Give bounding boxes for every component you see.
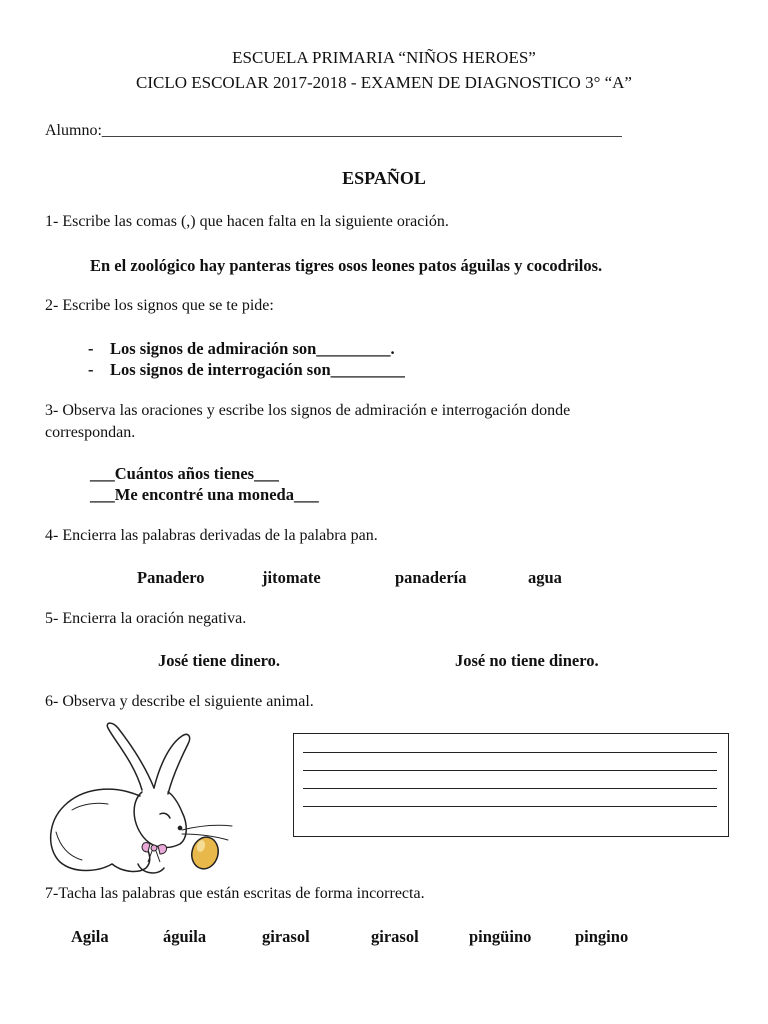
question-2-prompt: 2- Escribe los signos que se te pide: [45,297,274,314]
question-5-prompt: 5- Encierra la oración negativa. [45,610,247,627]
question-7-prompt: 7-Tacha las palabras que están escritas de forma incorrecta. [45,885,425,902]
question-3-prompt-cont: correspondan. [45,424,136,441]
question-4-prompt: 4- Encierra las palabras derivadas de la palabra pan. [45,527,378,544]
answer-box[interactable] [293,733,729,837]
question-6-prompt: 6- Observa y describe el siguiente animal. [45,693,314,710]
student-name-line: Alumno:_________________________________________________________________ [45,122,622,139]
question-2-item: - Los signos de admiración son_________. [88,339,395,358]
question-2-item: - Los signos de interrogación son_________ [88,360,405,379]
word-option: pingüino [469,927,532,946]
sentence-option: José tiene dinero. [158,651,281,670]
word-option: Agila [71,927,109,946]
question-1-prompt: 1- Escribe las comas (,) que hacen falta en la siguiente oración. [45,213,449,230]
question-2-item-text: Los signos de interrogación son_________ [110,360,405,379]
question-1-sentence: En el zoológico hay panteras tigres osos leones patos águilas y cocodrilos. [90,256,603,275]
answer-line [303,770,717,771]
question-3-item: ___Cuántos años tienes___ [90,464,279,483]
word-option: pingino [575,927,629,946]
word-option: águila [163,927,207,946]
word-option: panadería [395,568,467,587]
sentence-option: José no tiene dinero. [455,651,599,670]
word-option: girasol [371,927,419,946]
answer-line [303,752,717,753]
answer-line [303,788,717,789]
word-option: jitomate [262,568,321,587]
question-3-item: ___Me encontré una moneda___ [90,485,319,504]
subject-title: ESPAÑOL [342,168,426,188]
rabbit-illustration [42,722,238,882]
answer-line [303,806,717,807]
question-2-item-text: Los signos de admiración son_________. [110,339,395,358]
exam-title: CICLO ESCOLAR 2017-2018 - EXAMEN DE DIAGNOSTICO 3° “A” [136,73,632,92]
word-option: girasol [262,927,310,946]
word-option: Panadero [137,568,205,587]
question-3-prompt: 3- Observa las oraciones y escribe los signos de admiración e interrogación donde [45,402,571,419]
word-option: agua [528,568,562,587]
school-name: ESCUELA PRIMARIA “NIÑOS HEROES” [232,48,536,67]
